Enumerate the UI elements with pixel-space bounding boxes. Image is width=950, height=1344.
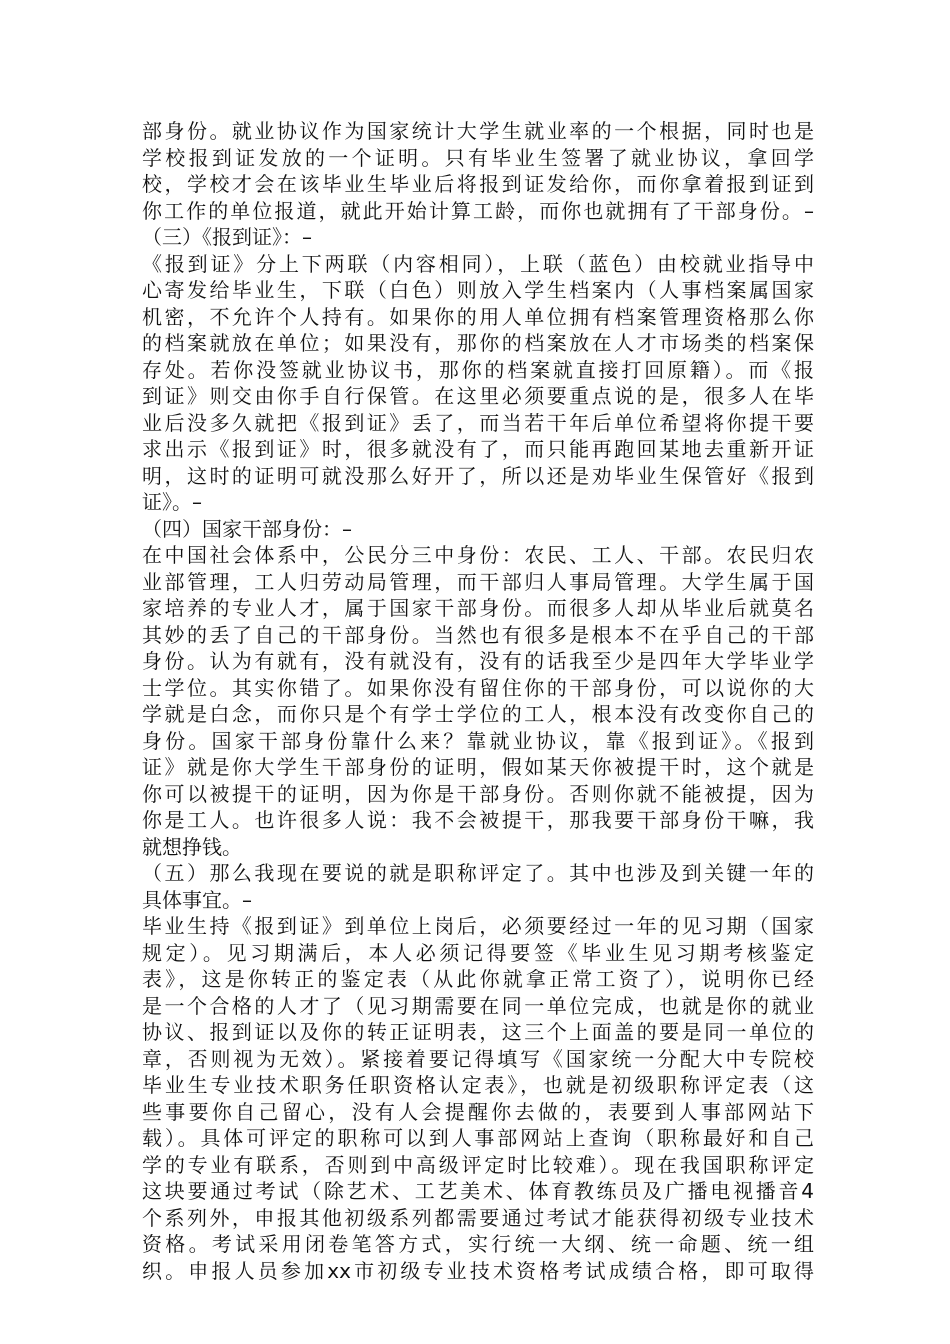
text-line: 业部管理，工人归劳动局管理，而干部归人事局管理。大学生属于国 — [142, 569, 814, 594]
text-line: 其妙的丢了自己的干部身份。当然也有很多是根本不在乎自己的干部 — [142, 622, 814, 647]
text-line: 校，学校才会在该毕业生毕业后将报到证发给你，而你拿着报到证到 — [142, 172, 814, 196]
text-line: 学就是白念，而你只是个有学士学位的工人，根本没有改变你自己的 — [142, 702, 814, 726]
text-line: 学的专业有联系，否则到中高级评定时比较难）。现在我国职称评定 — [142, 1152, 814, 1177]
text-line: 协议、报到证以及你的转正证明表，这三个上面盖的要是同一单位的 — [142, 1020, 814, 1044]
text-line: 的档案就放在单位；如果没有，那你的档案放在人才市场类的档案保 — [142, 331, 814, 355]
text-line: 士学位。其实你错了。如果你没有留住你的干部身份，可以说你的大 — [142, 675, 814, 700]
text-line: 在中国社会体系中，公民分三中身份：农民、工人、干部。农民归农 — [142, 543, 814, 567]
text-line: 身份。认为有就有，没有就没有，没有的话我至少是四年大学毕业学 — [142, 649, 814, 673]
text-line: 你是工人。也许很多人说：我不会被提干，那我要干部身份干嘛，我 — [142, 808, 814, 832]
text-line: 机密，不允许个人持有。如果你的用人单位拥有档案管理资格那么你 — [142, 304, 814, 329]
text-line: 就想挣钱。 — [142, 834, 242, 859]
text-line: （三）《报到证》：– — [142, 225, 312, 249]
text-line: 规定）。见习期满后，本人必须记得要签《毕业生见习期考核鉴定 — [142, 940, 814, 965]
text-line: 心寄发给毕业生，下联（白色）则放入学生档案内（人事档案属国家 — [142, 278, 814, 302]
text-line: 《报到证》分上下两联（内容相同），上联（蓝色）由校就业指导中 — [142, 251, 814, 276]
text-line: 家培养的专业人才，属于国家干部身份。而很多人却从毕业后就莫名 — [142, 596, 814, 620]
text-line: 明，这时的证明可就没那么好开了，所以还是劝毕业生保管好《报到 — [142, 463, 814, 488]
text-line: 到证》则交由你手自行保管。在这里必须要重点说的是，很多人在毕 — [142, 384, 814, 408]
text-line: 资格。考试采用闭卷笔答方式，实行统一大纲、统一命题、统一组 — [142, 1232, 814, 1256]
text-line: 你可以被提干的证明，因为你是干部身份。否则你就不能被提，因为 — [142, 781, 814, 806]
text-line: 证》。– — [142, 490, 202, 514]
document-body — [142, 118, 814, 1284]
text-line: （四）国家干部身份：– — [142, 516, 352, 541]
text-line: 载）。具体可评定的职称可以到人事部网站上查询（职称最好和自己 — [142, 1126, 814, 1150]
text-line: 织。申报人员参加xx市初级专业技术资格考试成绩合格，即可取得 — [142, 1258, 814, 1283]
text-line: 毕业生专业技术职务任职资格认定表》，也就是初级职称评定表（这 — [142, 1073, 814, 1097]
text-line: 具体事宜。– — [142, 887, 252, 912]
text-line: 你工作的单位报道，就此开始计算工龄，而你也就拥有了干部身份。– — [142, 198, 814, 223]
text-line: 存处。若你没签就业协议书，那你的档案就直接打回原籍）。而《报 — [142, 357, 814, 382]
text-line: 身份。国家干部身份靠什么来？靠就业协议，靠《报到证》。《报到 — [142, 728, 814, 753]
text-line: 个系列外，申报其他初级系列都需要通过考试才能获得初级专业技术 — [142, 1205, 814, 1230]
text-line: 是一个合格的人才了（见习期需要在同一单位完成，也就是你的就业 — [142, 993, 814, 1018]
text-line: 学校报到证发放的一个证明。只有毕业生签署了就业协议，拿回学 — [142, 145, 814, 170]
text-line: 部身份。就业协议作为国家统计大学生就业率的一个根据，同时也是 — [142, 119, 814, 143]
text-line: 证》就是你大学生干部身份的证明，假如某天你被提干时，这个就是 — [142, 755, 814, 779]
text-line: 毕业生持《报到证》到单位上岗后，必须要经过一年的见习期（国家 — [142, 914, 814, 938]
text-line: 这块要通过考试（除艺术、工艺美术、体育教练员及广播电视播音4 — [142, 1179, 814, 1203]
text-line: 业后没多久就把《报到证》丢了，而当若干年后单位希望将你提干要 — [142, 410, 814, 435]
text-line: 表》，这是你转正的鉴定表（从此你就拿正常工资了），说明你已经 — [142, 967, 814, 991]
text-line: （五）那么我现在要说的就是职称评定了。其中也涉及到关键一年的 — [142, 861, 814, 885]
text-line: 章，否则视为无效）。紧接着要记得填写《国家统一分配大中专院校 — [142, 1046, 814, 1071]
text-line: 些事要你自己留心，没有人会提醒你去做的，表要到人事部网站下 — [142, 1099, 814, 1124]
text-line: 求出示《报到证》时，很多就没有了，而只能再跑回某地去重新开证 — [142, 437, 814, 461]
